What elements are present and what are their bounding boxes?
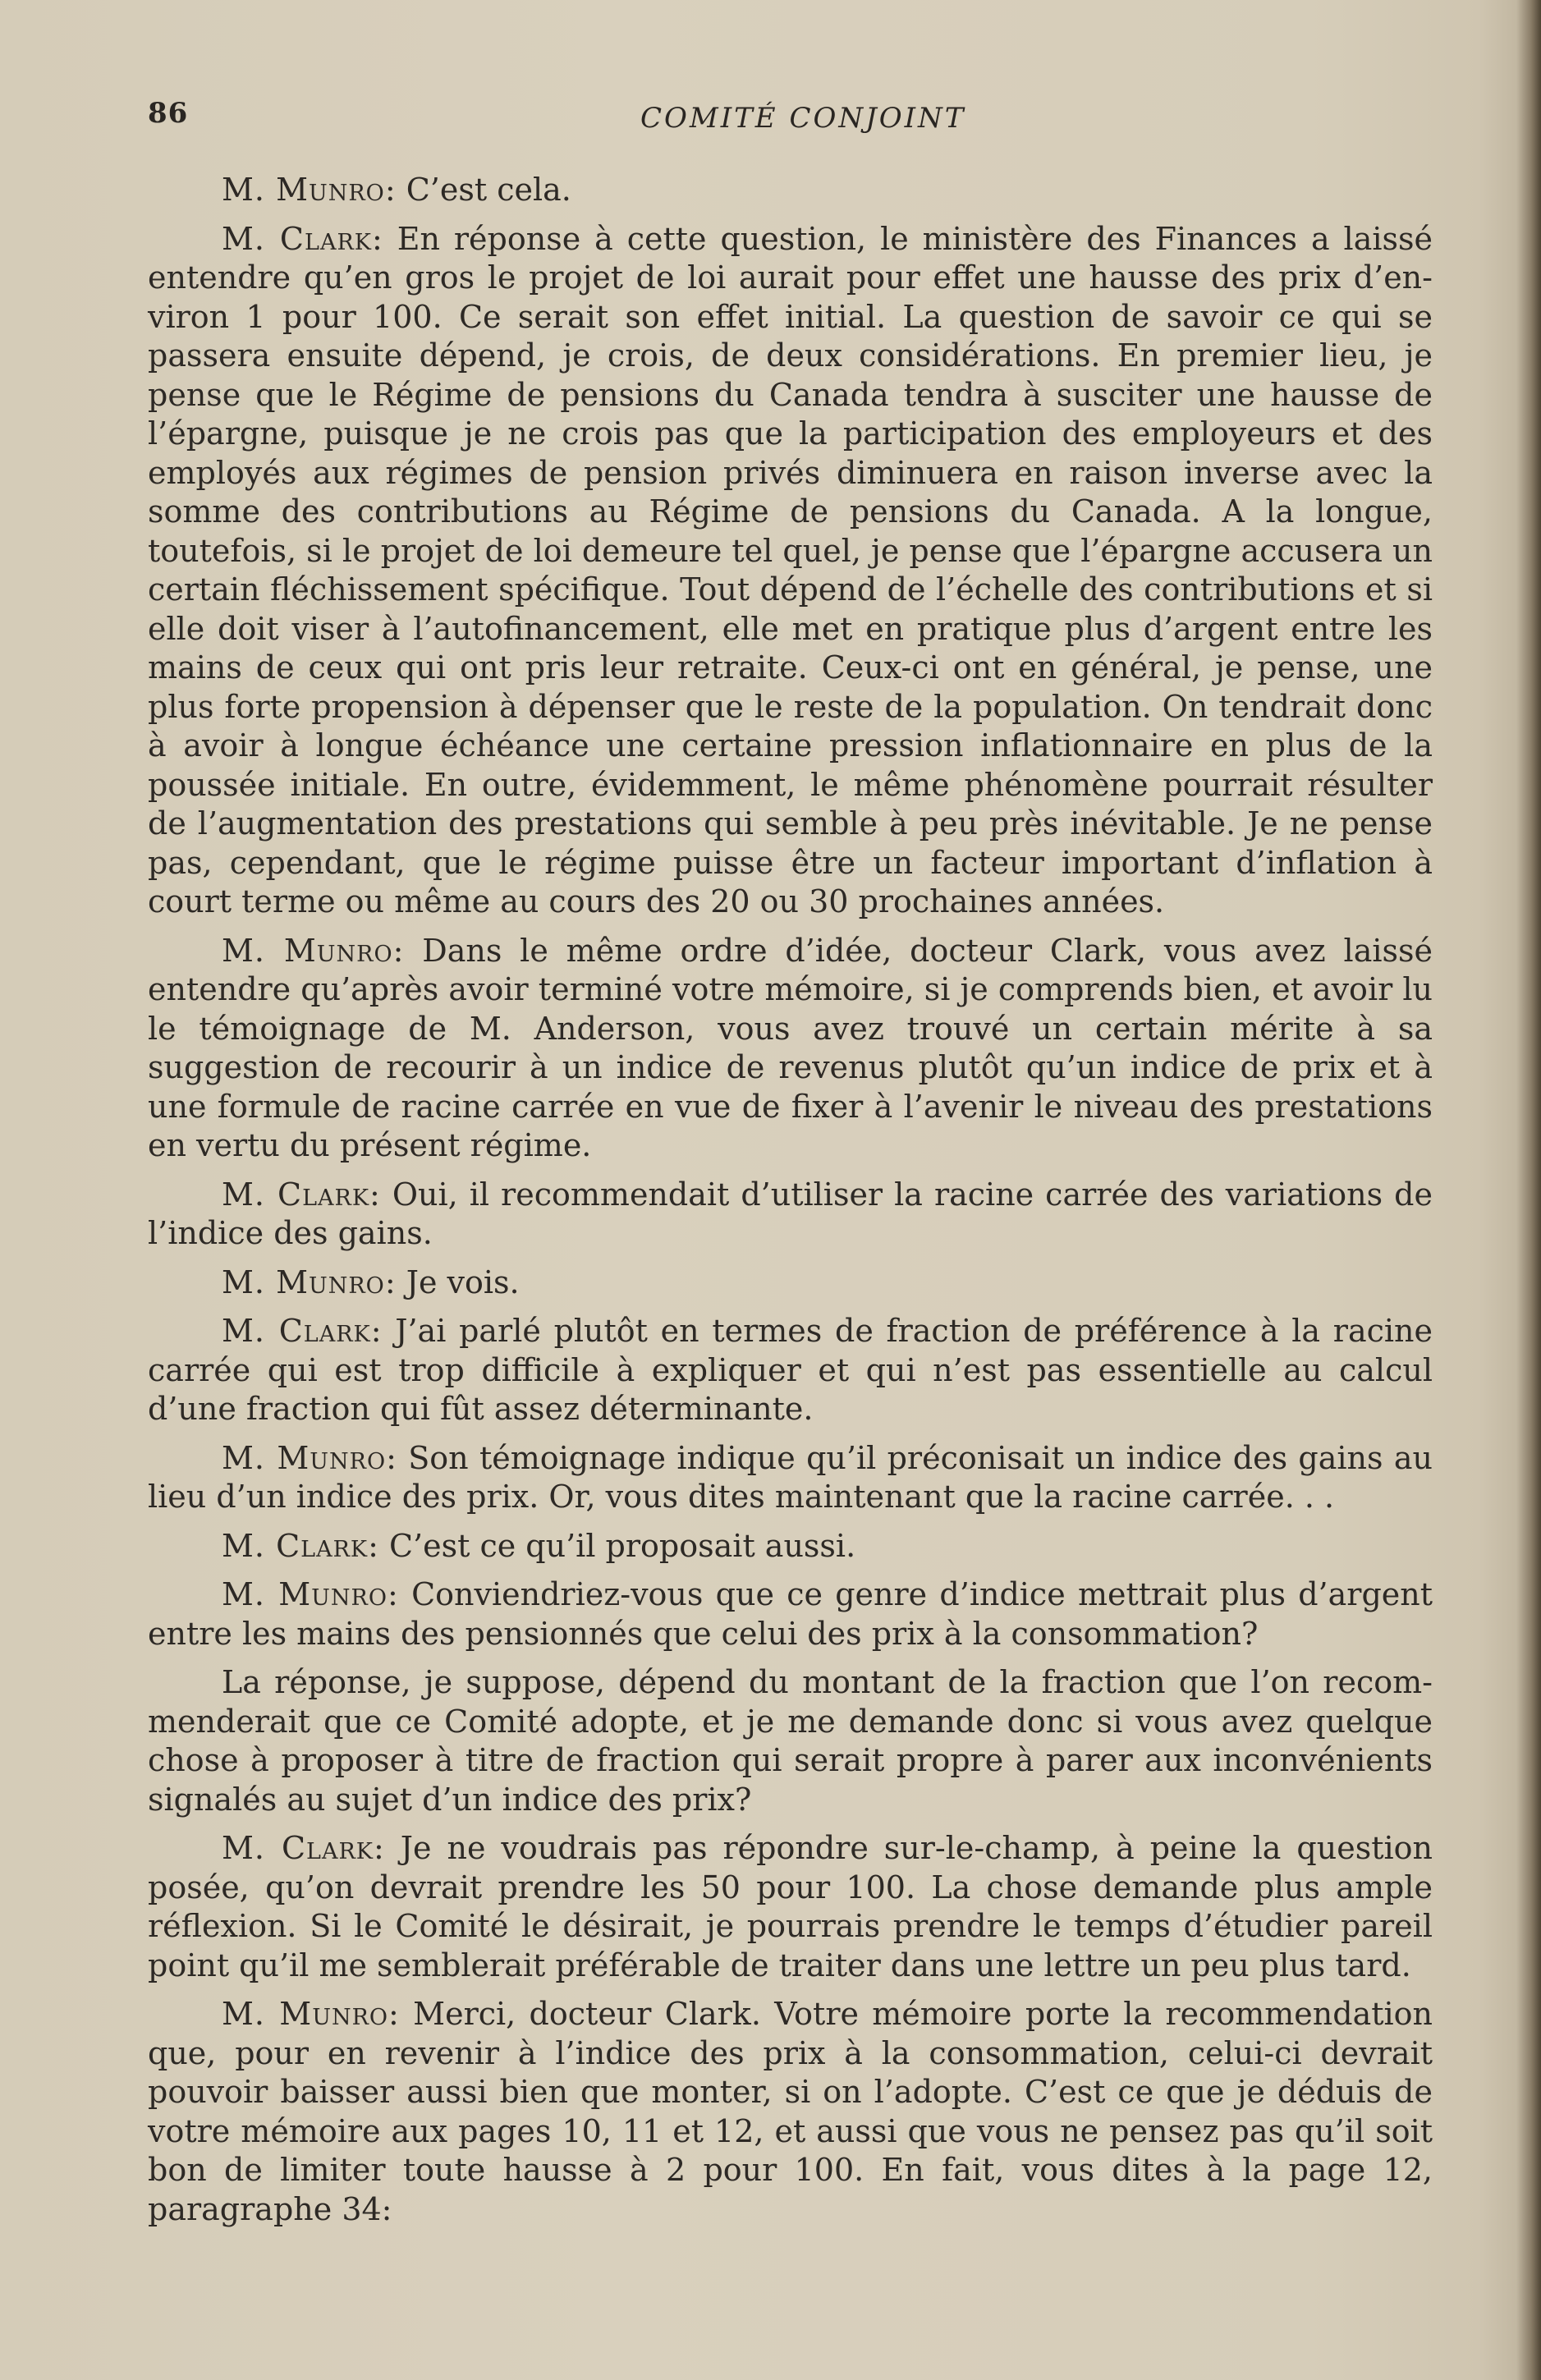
paragraph-text: C’est ce qu’il proposait aussi.	[378, 1527, 856, 1564]
paragraph-text: Son témoignage indique qu’il préconisait un indice des gains au lieu d’un indice des prix. Or, vous dites maintenant que la racine carrée. . .	[148, 1439, 1433, 1515]
running-head: COMITÉ CONJOINT	[640, 102, 966, 135]
body-text	[148, 171, 1433, 2239]
paragraph	[148, 1176, 1433, 1254]
paragraph-text: Dans le même ordre d’idée, docteur Clark, vous avez laissé entendre qu’après avoir terminé votre mémoire, si je comprends bien, et avoir lu le témoignage de M. Anderson, vous avez trouvé un certain mérite à sa suggestion de recourir à un indice de revenus plutôt qu’un indice de prix et à une formule de racine carrée en vue de fixer à l’avenir le niveau des prestations en vertu du présent régime.	[148, 932, 1433, 1163]
paragraph	[148, 1575, 1433, 1653]
speaker-label: M. Clark:	[222, 1527, 379, 1564]
speaker-label: M. Munro:	[222, 1576, 399, 1612]
paragraph	[148, 1439, 1433, 1517]
speaker-label: M. Munro:	[222, 1439, 397, 1476]
paragraph-text: Je vois.	[396, 1263, 520, 1300]
speaker-label: M. Clark:	[222, 1313, 383, 1349]
paragraph-text: En réponse à cette question, le ministère des Finances a laissé entendre qu’en gros le projet de loi aurait pour effet une hausse des prix d’environ 1 pour 100. Ce serait son effet initial. La question de savoir ce qui se passera ensuite dépend, je crois, de deux considérations. En premier lieu, je pense que le Régime de pensions du Canada tendra à susciter une hausse de l’épargne, puisque je ne crois pas que la participation des employeurs et des employés aux régimes de pension privés diminuera en raison inverse avec la somme des contributions au Régime de pensions du Canada. A la longue, toutefois, si le projet de loi demeure tel quel, je pense que l’épargne accusera un certain fléchissement spécifique. Tout dépend de l’échelle des contributions et si elle doit viser à l’autofinancement, elle met en pratique plus d’argent entre les mains de ceux qui ont pris leur retraite. Ceux-ci ont en général, je pense, une plus forte propension à dépenser que le reste de la population. On tendrait donc à avoir à longue échéance une certaine pression inflationnaire en plus de la poussée initiale. En outre, évidemment, le même phénomène pourrait résulter de l’augmentation des prestations qui semble à peu près inévitable. Je ne pense pas, cependant, que le régime puisse être un facteur important d’inflation à court terme ou même au cours des 20 ou 30 prochaines années.	[148, 220, 1433, 919]
page-binding-edge	[1516, 0, 1541, 2380]
page-header	[148, 97, 1433, 146]
paragraph	[148, 1829, 1433, 1985]
paragraph	[148, 1263, 1433, 1303]
paragraph	[148, 1995, 1433, 2229]
page-number: 86	[148, 97, 189, 130]
paragraph-text: Je ne voudrais pas répondre sur-le-champ, à peine la question posée, qu’on devrait prendre les 50 pour 100. La chose demande plus ample réflexion. Si le Comité le désirait, je pourrais prendre le temps d’étudier pareil point qu’il me semblerait préférable de traiter dans une lettre un peu plus tard.	[148, 1830, 1433, 1983]
paragraph-text: Merci, docteur Clark. Votre mémoire porte la recommendation que, pour en revenir à l’indice des prix à la consommation, celui-ci devrait pouvoir baisser aussi bien que monter, si on l’adopte. C’est ce que je déduis de votre mémoire aux pages 10, 11 et 12, et aussi que vous ne pensez pas qu’il soit bon de limiter toute hausse à 2 pour 100. En fait, vous dites à la page 12, paragraphe 34:	[148, 1996, 1433, 2227]
speaker-label: M. Clark:	[222, 1176, 381, 1213]
speaker-label: M. Munro:	[222, 1996, 400, 2032]
paragraph-text: Oui, il recommendait d’utiliser la racine carrée des variations de l’indice des gains.	[148, 1176, 1433, 1251]
speaker-label: M. Clark:	[222, 220, 383, 257]
paragraph	[148, 1663, 1433, 1819]
paragraph	[148, 220, 1433, 922]
speaker-label: M. Munro:	[222, 932, 405, 969]
paragraph	[148, 171, 1433, 210]
speaker-label: M. Munro:	[222, 172, 397, 208]
paragraph-text: Conviendriez-vous que ce genre d’indice mettrait plus d’argent entre les mains des pensionnés que celui des prix à la consommation?	[148, 1576, 1433, 1652]
paragraph	[148, 1527, 1433, 1566]
paragraph	[148, 932, 1433, 1166]
paragraph-text: La réponse, je suppose, dépend du montant de la fraction que l’on recommenderait que ce Comité adopte, et je me demande donc si vous avez quelque chose à proposer à titre de fraction qui serait propre à parer aux inconvénients signalés au sujet d’un indice des prix?	[148, 1664, 1433, 1818]
paragraph-text: J’ai parlé plutôt en termes de fraction de préférence à la racine carrée qui est trop difficile à expliquer et qui n’est pas essentielle au calcul d’une fraction qui fût assez déterminante.	[148, 1313, 1433, 1427]
paragraph	[148, 1312, 1433, 1429]
speaker-label: M. Munro:	[222, 1263, 397, 1300]
paragraph-text: C’est cela.	[396, 172, 571, 208]
speaker-label: M. Clark:	[222, 1830, 385, 1866]
